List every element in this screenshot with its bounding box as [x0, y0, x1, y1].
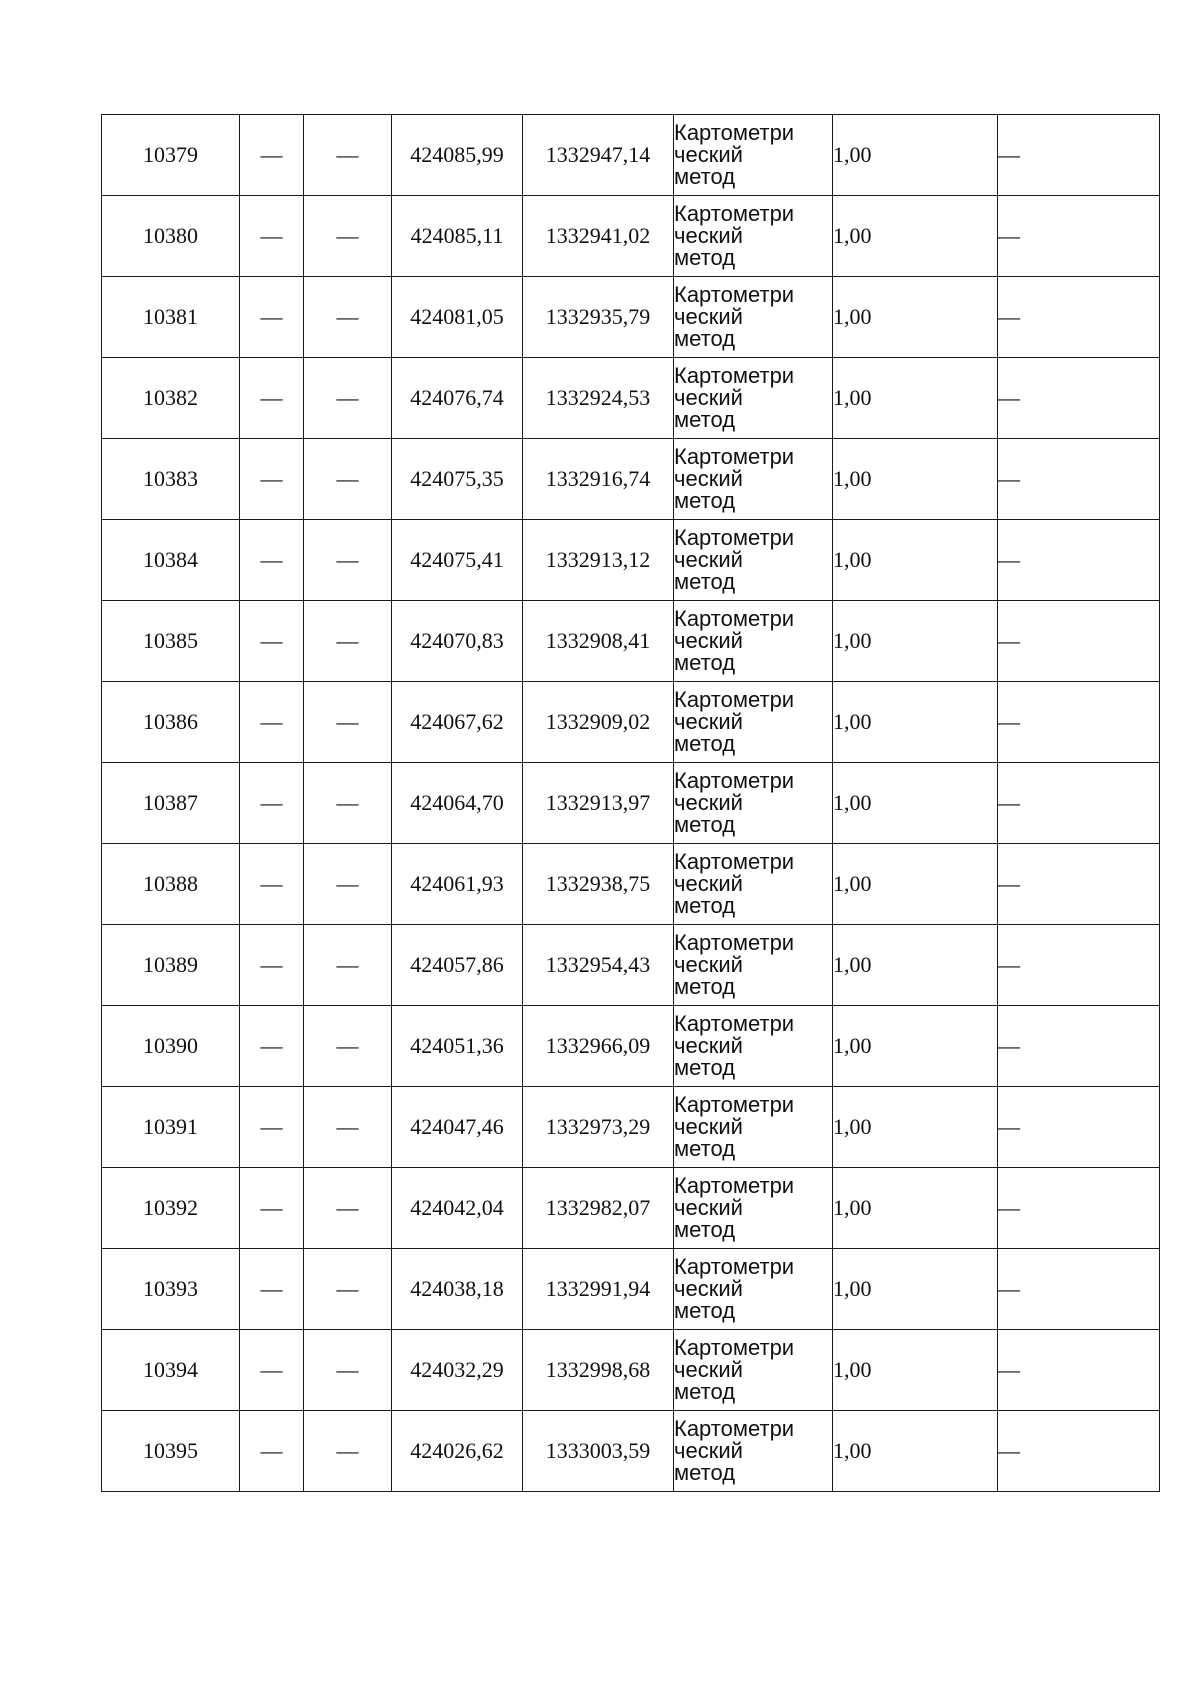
method-line: ческий [674, 1276, 743, 1301]
empty-value-cell: — [998, 844, 1160, 925]
empty-value-cell: — [240, 1168, 304, 1249]
coordinate-y-cell: 1332982,07 [523, 1168, 674, 1249]
table-row [102, 763, 1160, 844]
accuracy-cell: 1,00 [833, 601, 998, 682]
table-row [102, 439, 1160, 520]
empty-value-cell: — [998, 1006, 1160, 1087]
table-row [102, 115, 1160, 196]
empty-value-cell: — [998, 682, 1160, 763]
method-cell [674, 1168, 833, 1249]
method-cell [674, 358, 833, 439]
coordinate-x-cell: 424042,04 [392, 1168, 523, 1249]
method-line: Картометри [674, 687, 795, 712]
method-line: метод [674, 974, 736, 999]
empty-value-cell: — [240, 439, 304, 520]
accuracy-cell: 1,00 [833, 196, 998, 277]
coordinate-y-cell: 1332935,79 [523, 277, 674, 358]
method-line: ческий [674, 466, 743, 491]
coordinate-y-cell: 1332938,75 [523, 844, 674, 925]
empty-value-cell: — [998, 520, 1160, 601]
point-number-cell: 10395 [102, 1411, 240, 1492]
empty-value-cell: — [998, 1168, 1160, 1249]
empty-value-cell: — [998, 763, 1160, 844]
method-cell [674, 1087, 833, 1168]
table-row [102, 520, 1160, 601]
empty-value-cell: — [240, 115, 304, 196]
empty-value-cell: — [304, 439, 392, 520]
point-number-cell: 10391 [102, 1087, 240, 1168]
table-row [102, 682, 1160, 763]
empty-value-cell: — [304, 520, 392, 601]
accuracy-cell: 1,00 [833, 1330, 998, 1411]
accuracy-cell: 1,00 [833, 763, 998, 844]
method-line: метод [674, 1379, 736, 1404]
point-number-cell: 10387 [102, 763, 240, 844]
method-cell [674, 439, 833, 520]
empty-value-cell: — [240, 682, 304, 763]
accuracy-cell: 1,00 [833, 115, 998, 196]
coordinate-y-cell: 1332941,02 [523, 196, 674, 277]
empty-value-cell: — [304, 358, 392, 439]
point-number-cell: 10386 [102, 682, 240, 763]
method-line: ческий [674, 871, 743, 896]
method-cell [674, 601, 833, 682]
method-line: метод [674, 1460, 736, 1485]
point-number-cell: 10389 [102, 925, 240, 1006]
table-row [102, 601, 1160, 682]
method-line: Картометри [674, 768, 795, 793]
accuracy-cell: 1,00 [833, 1411, 998, 1492]
coordinate-x-cell: 424085,99 [392, 115, 523, 196]
empty-value-cell: — [304, 1330, 392, 1411]
table-row [102, 1087, 1160, 1168]
empty-value-cell: — [304, 196, 392, 277]
table-row [102, 1330, 1160, 1411]
coordinate-y-cell: 1332947,14 [523, 115, 674, 196]
table-row [102, 1006, 1160, 1087]
coordinate-x-cell: 424076,74 [392, 358, 523, 439]
empty-value-cell: — [998, 1249, 1160, 1330]
method-line: Картометри [674, 363, 795, 388]
empty-value-cell: — [240, 601, 304, 682]
empty-value-cell: — [998, 1330, 1160, 1411]
coordinate-y-cell: 1332908,41 [523, 601, 674, 682]
empty-value-cell: — [240, 844, 304, 925]
empty-value-cell: — [240, 358, 304, 439]
method-cell [674, 1249, 833, 1330]
point-number-cell: 10380 [102, 196, 240, 277]
table-row [102, 1249, 1160, 1330]
coordinate-x-cell: 424081,05 [392, 277, 523, 358]
method-line: Картометри [674, 930, 795, 955]
point-number-cell: 10382 [102, 358, 240, 439]
point-number-cell: 10381 [102, 277, 240, 358]
table-row [102, 844, 1160, 925]
coordinates-table [101, 114, 1160, 1492]
point-number-cell: 10388 [102, 844, 240, 925]
coordinate-x-cell: 424075,35 [392, 439, 523, 520]
method-cell [674, 844, 833, 925]
empty-value-cell: — [304, 277, 392, 358]
coordinate-y-cell: 1332991,94 [523, 1249, 674, 1330]
empty-value-cell: — [304, 844, 392, 925]
method-cell [674, 682, 833, 763]
empty-value-cell: — [240, 763, 304, 844]
coordinate-y-cell: 1332973,29 [523, 1087, 674, 1168]
method-cell [674, 277, 833, 358]
empty-value-cell: — [240, 925, 304, 1006]
coordinate-x-cell: 424085,11 [392, 196, 523, 277]
point-number-cell: 10379 [102, 115, 240, 196]
coordinate-x-cell: 424061,93 [392, 844, 523, 925]
method-line: метод [674, 488, 736, 513]
method-cell [674, 1411, 833, 1492]
accuracy-cell: 1,00 [833, 844, 998, 925]
accuracy-cell: 1,00 [833, 925, 998, 1006]
method-line: метод [674, 245, 736, 270]
accuracy-cell: 1,00 [833, 439, 998, 520]
method-line: метод [674, 164, 736, 189]
empty-value-cell: — [998, 277, 1160, 358]
method-line: Картометри [674, 1335, 795, 1360]
method-line: ческий [674, 304, 743, 329]
method-line: Картометри [674, 849, 795, 874]
empty-value-cell: — [304, 1006, 392, 1087]
accuracy-cell: 1,00 [833, 1168, 998, 1249]
empty-value-cell: — [998, 1087, 1160, 1168]
method-cell [674, 763, 833, 844]
empty-value-cell: — [998, 196, 1160, 277]
empty-value-cell: — [240, 1087, 304, 1168]
method-line: ческий [674, 142, 743, 167]
empty-value-cell: — [304, 925, 392, 1006]
empty-value-cell: — [240, 1006, 304, 1087]
method-cell [674, 520, 833, 601]
point-number-cell: 10393 [102, 1249, 240, 1330]
table-row [102, 358, 1160, 439]
coordinate-x-cell: 424051,36 [392, 1006, 523, 1087]
method-line: Картометри [674, 1011, 795, 1036]
coordinate-y-cell: 1332954,43 [523, 925, 674, 1006]
point-number-cell: 10390 [102, 1006, 240, 1087]
empty-value-cell: — [304, 763, 392, 844]
method-line: Картометри [674, 282, 795, 307]
method-line: ческий [674, 709, 743, 734]
method-line: ческий [674, 223, 743, 248]
method-line: Картометри [674, 525, 795, 550]
empty-value-cell: — [998, 1411, 1160, 1492]
method-line: метод [674, 569, 736, 594]
empty-value-cell: — [240, 520, 304, 601]
accuracy-cell: 1,00 [833, 277, 998, 358]
empty-value-cell: — [304, 682, 392, 763]
empty-value-cell: — [304, 115, 392, 196]
empty-value-cell: — [998, 115, 1160, 196]
method-line: ческий [674, 1114, 743, 1139]
method-line: Картометри [674, 201, 795, 226]
coordinate-x-cell: 424064,70 [392, 763, 523, 844]
empty-value-cell: — [998, 925, 1160, 1006]
method-line: ческий [674, 385, 743, 410]
coordinate-y-cell: 1332924,53 [523, 358, 674, 439]
coordinate-x-cell: 424057,86 [392, 925, 523, 1006]
method-line: Картометри [674, 1416, 795, 1441]
coordinate-y-cell: 1332998,68 [523, 1330, 674, 1411]
method-line: метод [674, 1055, 736, 1080]
method-line: ческий [674, 1438, 743, 1463]
method-line: ческий [674, 1357, 743, 1382]
empty-value-cell: — [240, 277, 304, 358]
coordinates-table-body [102, 115, 1160, 1492]
method-line: метод [674, 407, 736, 432]
empty-value-cell: — [304, 1087, 392, 1168]
method-line: Картометри [674, 606, 795, 631]
table-row [102, 1411, 1160, 1492]
method-line: метод [674, 1298, 736, 1323]
coordinate-x-cell: 424047,46 [392, 1087, 523, 1168]
coordinate-x-cell: 424032,29 [392, 1330, 523, 1411]
table-row [102, 925, 1160, 1006]
empty-value-cell: — [240, 1249, 304, 1330]
table-row [102, 1168, 1160, 1249]
coordinate-x-cell: 424038,18 [392, 1249, 523, 1330]
empty-value-cell: — [998, 439, 1160, 520]
method-line: метод [674, 731, 736, 756]
accuracy-cell: 1,00 [833, 682, 998, 763]
method-line: Картометри [674, 444, 795, 469]
method-cell [674, 115, 833, 196]
method-line: метод [674, 326, 736, 351]
method-line: ческий [674, 1033, 743, 1058]
coordinate-x-cell: 424067,62 [392, 682, 523, 763]
method-cell [674, 196, 833, 277]
accuracy-cell: 1,00 [833, 1006, 998, 1087]
method-line: ческий [674, 547, 743, 572]
coordinate-x-cell: 424026,62 [392, 1411, 523, 1492]
method-line: метод [674, 812, 736, 837]
empty-value-cell: — [304, 601, 392, 682]
coordinate-x-cell: 424075,41 [392, 520, 523, 601]
table-row [102, 196, 1160, 277]
table-row [102, 277, 1160, 358]
method-cell [674, 1330, 833, 1411]
method-line: ческий [674, 1195, 743, 1220]
accuracy-cell: 1,00 [833, 1249, 998, 1330]
coordinate-y-cell: 1332916,74 [523, 439, 674, 520]
point-number-cell: 10385 [102, 601, 240, 682]
point-number-cell: 10392 [102, 1168, 240, 1249]
point-number-cell: 10384 [102, 520, 240, 601]
coordinate-y-cell: 1332913,97 [523, 763, 674, 844]
method-cell [674, 1006, 833, 1087]
empty-value-cell: — [240, 1330, 304, 1411]
method-line: Картометри [674, 1092, 795, 1117]
method-line: метод [674, 650, 736, 675]
accuracy-cell: 1,00 [833, 1087, 998, 1168]
method-line: метод [674, 1136, 736, 1161]
empty-value-cell: — [240, 196, 304, 277]
point-number-cell: 10383 [102, 439, 240, 520]
method-line: Картометри [674, 1254, 795, 1279]
method-line: метод [674, 1217, 736, 1242]
empty-value-cell: — [998, 601, 1160, 682]
coordinate-x-cell: 424070,83 [392, 601, 523, 682]
coordinate-y-cell: 1333003,59 [523, 1411, 674, 1492]
empty-value-cell: — [304, 1249, 392, 1330]
method-line: ческий [674, 790, 743, 815]
point-number-cell: 10394 [102, 1330, 240, 1411]
empty-value-cell: — [240, 1411, 304, 1492]
empty-value-cell: — [304, 1168, 392, 1249]
method-line: ческий [674, 628, 743, 653]
empty-value-cell: — [998, 358, 1160, 439]
method-cell [674, 925, 833, 1006]
coordinate-y-cell: 1332966,09 [523, 1006, 674, 1087]
coordinate-y-cell: 1332913,12 [523, 520, 674, 601]
method-line: ческий [674, 952, 743, 977]
empty-value-cell: — [304, 1411, 392, 1492]
method-line: метод [674, 893, 736, 918]
accuracy-cell: 1,00 [833, 358, 998, 439]
method-line: Картометри [674, 120, 795, 145]
accuracy-cell: 1,00 [833, 520, 998, 601]
method-line: Картометри [674, 1173, 795, 1198]
coordinate-y-cell: 1332909,02 [523, 682, 674, 763]
